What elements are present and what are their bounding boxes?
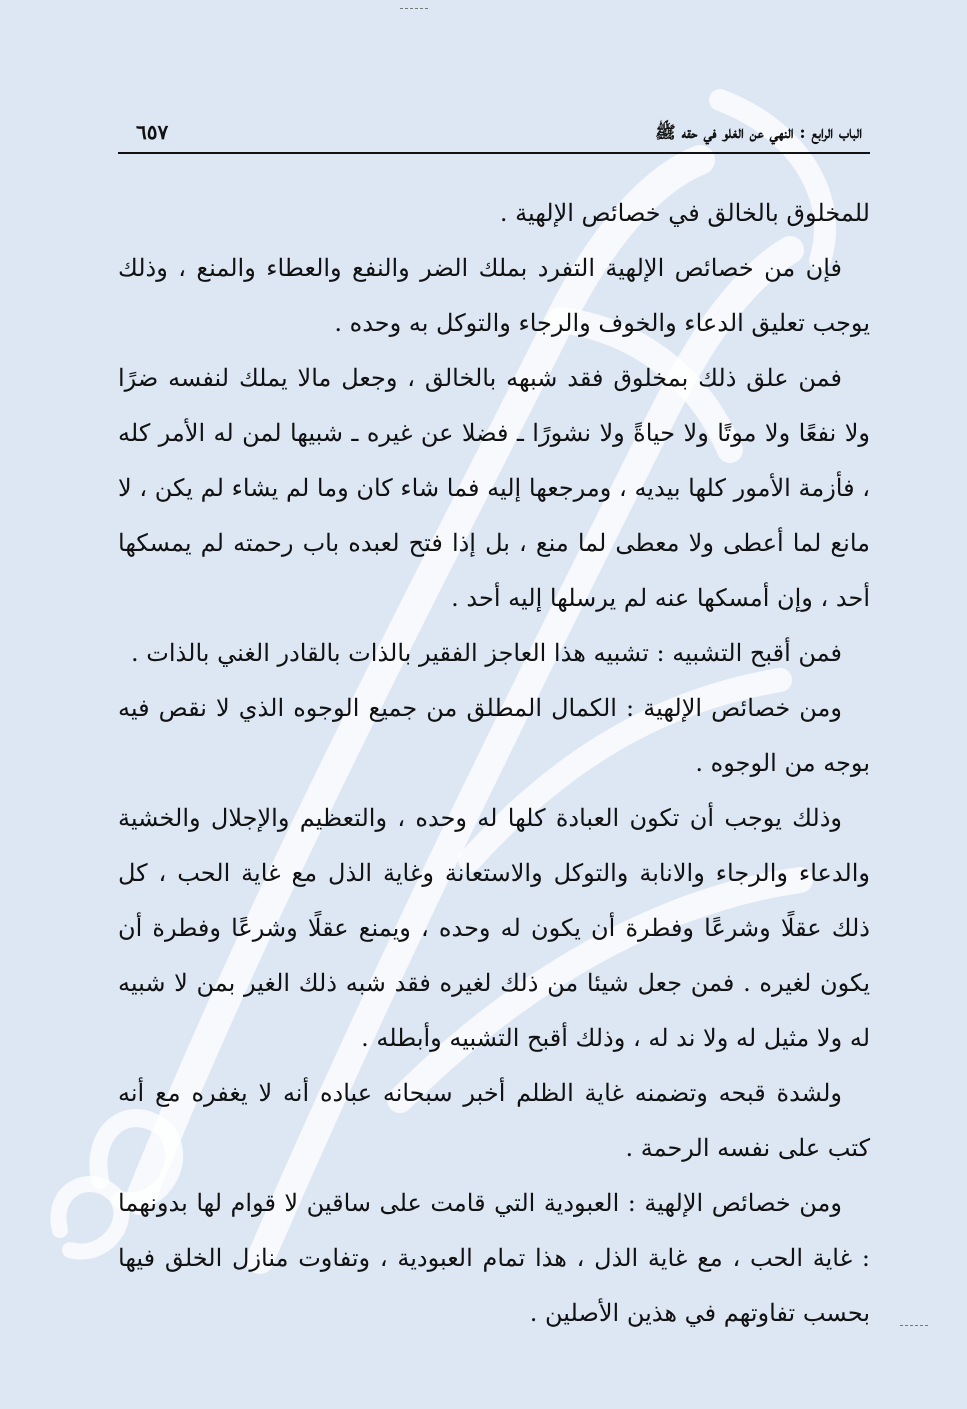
paragraph: ومن خصائص الإلهية : العبودية التي قامت على ساقين لا قوام لها بدونهما : غاية الحب ، مع غاية الذل ، هذا تمام العبودية ، وتفاوت منازل الخلق فيها بحسب تفاوتهم في هذين الأصلين . — [118, 1189, 870, 1327]
paragraph: ولشدة قبحه وتضمنه غاية الظلم أخبر سبحانه عباده أنه لا يغفره مع أنه كتب على نفسه الرحمة . — [118, 1079, 870, 1162]
page-header — [118, 112, 870, 154]
running-title: الباب الرابع : النهي عن الغلو في حقه ﷺ — [655, 123, 862, 143]
paragraph: ومن خصائص الإلهية : الكمال المطلق من جميع الوجوه الذي لا نقص فيه بوجه من الوجوه . — [118, 694, 870, 777]
scan-edge-mark — [900, 1325, 928, 1326]
body-text — [118, 186, 870, 1341]
paragraph: وذلك يوجب أن تكون العبادة كلها له وحده ، والتعظيم والإجلال والخشية والدعاء والرجاء والانابة والتوكل والاستعانة وغاية الذل مع غاية الحب ، كل ذلك عقلًا وشرعًا وفطرة أن يكون له وحده ، ويمنع عقلًا وشرعًا وفطرة أن يكون لغيره . فمن جعل شيئا من ذلك لغيره فقد شبه ذلك الغير بمن لا شبيه له ولا مثيل له ولا ند له ، وذلك أقبح التشبيه وأبطله . — [118, 804, 870, 1052]
page-number: ٦٥٧ — [136, 120, 169, 144]
paragraph: فإن من خصائص الإلهية التفرد بملك الضر والنفع والعطاء والمنع ، وذلك يوجب تعليق الدعاء والخوف والرجاء والتوكل به وحده . — [118, 254, 870, 337]
paragraph: فمن أقبح التشبيه : تشبيه هذا العاجز الفقير بالذات بالقادر الغني بالذات . — [131, 639, 842, 667]
scan-edge-mark — [400, 8, 428, 9]
paragraph: فمن علق ذلك بمخلوق فقد شبهه بالخالق ، وجعل مالا يملك لنفسه ضرًا ولا نفعًا ولا موتًا ولا حياةً ولا نشورًا ـ فضلا عن غيره ـ شبيها لمن له الأمر كله ، فأزمة الأمور كلها بيديه ، ومرجعها إليه فما شاء كان وما لم يشاء لم يكن ، لا مانع لما أعطى ولا معطى لما منع ، بل إذا فتح لعبده باب رحمته لم يمسكها أحد ، وإن أمسكها عنه لم يرسلها إليه أحد . — [118, 364, 870, 612]
paragraph: للمخلوق بالخالق في خصائص الإلهية . — [499, 199, 870, 227]
